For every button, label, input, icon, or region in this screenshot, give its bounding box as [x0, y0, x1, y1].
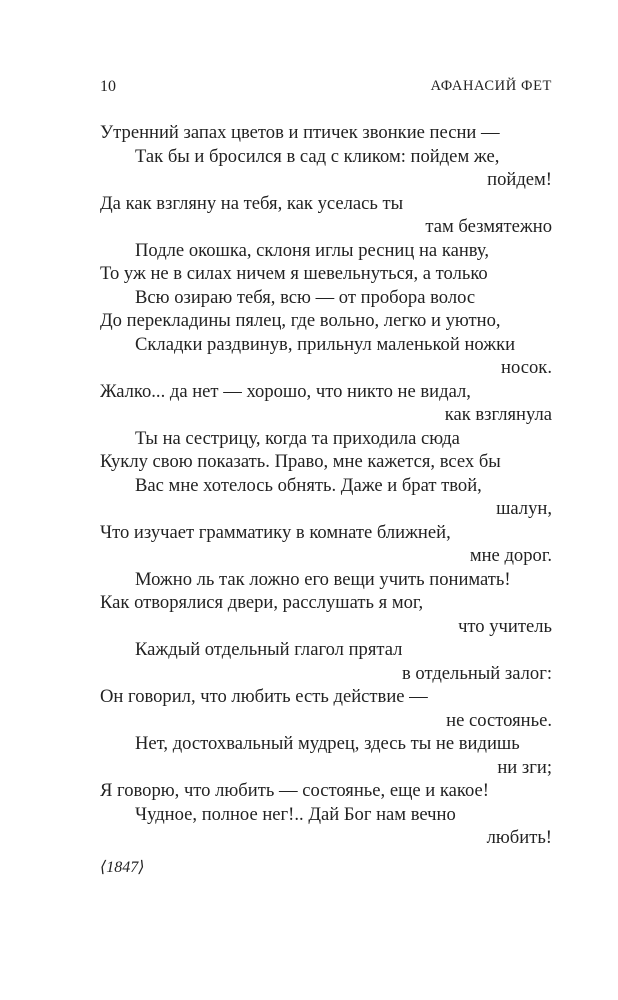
poem-line: Жалко... да нет — хорошо, что никто не видал, [100, 380, 471, 402]
poem-line: мне дорог. [469, 545, 552, 566]
poem-line: Можно ль так ложно его вещи учить понимать! [135, 568, 511, 590]
poem-line: носок. [501, 357, 552, 378]
page-header [100, 78, 552, 102]
poem-line: То уж не в силах ничем я шевельнуться, а только [100, 263, 488, 284]
poem-line: Складки раздвинув, прильнул маленькой ножки [135, 333, 516, 355]
poem-line: Утренний запах цветов и птичек звонкие песни — [100, 122, 500, 143]
poem-line: Так бы и бросился в сад с кликом: пойдем же, [135, 145, 500, 167]
poem-line: Да как взгляну на тебя, как уселась ты [100, 192, 404, 214]
poem-line: не состоянье. [446, 709, 552, 731]
poem-line: любить! [486, 827, 552, 848]
poem-line: пойдем! [487, 169, 552, 190]
poem-line: Нет, достохвальный мудрец, здесь ты не видишь [135, 733, 520, 754]
poem-body [100, 121, 552, 850]
poem-line: Всю озираю тебя, всю — от пробора волос [135, 286, 476, 308]
poem-line: шалун, [496, 498, 552, 519]
poem-line: Я говорю, что любить — состоянье, еще и какое! [100, 780, 489, 801]
poem-line: Он говорил, что любить есть действие — [100, 686, 428, 707]
poem-line: Каждый отдельный глагол прятал [135, 639, 403, 660]
page-number: 10 [100, 78, 116, 95]
poem-line: Чудное, полное нег!.. Дай Бог нам вечно [135, 803, 456, 825]
poem-line: До перекладины пялец, где вольно, легко и уютно, [100, 310, 501, 331]
poem-date: ⟨1847⟩ [100, 859, 145, 876]
poem-line: Как отворялися двери, расслушать я мог, [100, 592, 424, 613]
poem-line: как взглянула [444, 404, 552, 425]
poem-line: Подле окошка, склоня иглы ресниц на канву, [135, 239, 489, 261]
running-head-author: АФАНАСИЙ ФЕТ [430, 78, 552, 94]
poem-line: в отдельный залог: [401, 662, 552, 684]
poem-line: ни зги; [497, 756, 552, 778]
poem-line: что учитель [458, 615, 552, 637]
poem-line: Что изучает грамматику в комнате ближней, [100, 521, 451, 543]
poem-line: там безмятежно [425, 216, 552, 237]
poem-line: Ты на сестрицу, когда та приходила сюда [135, 427, 460, 449]
poem-line: Вас мне хотелось обнять. Даже и брат твой, [135, 474, 482, 496]
poem-line: Куклу свою показать. Право, мне кажется, всех бы [100, 451, 501, 472]
